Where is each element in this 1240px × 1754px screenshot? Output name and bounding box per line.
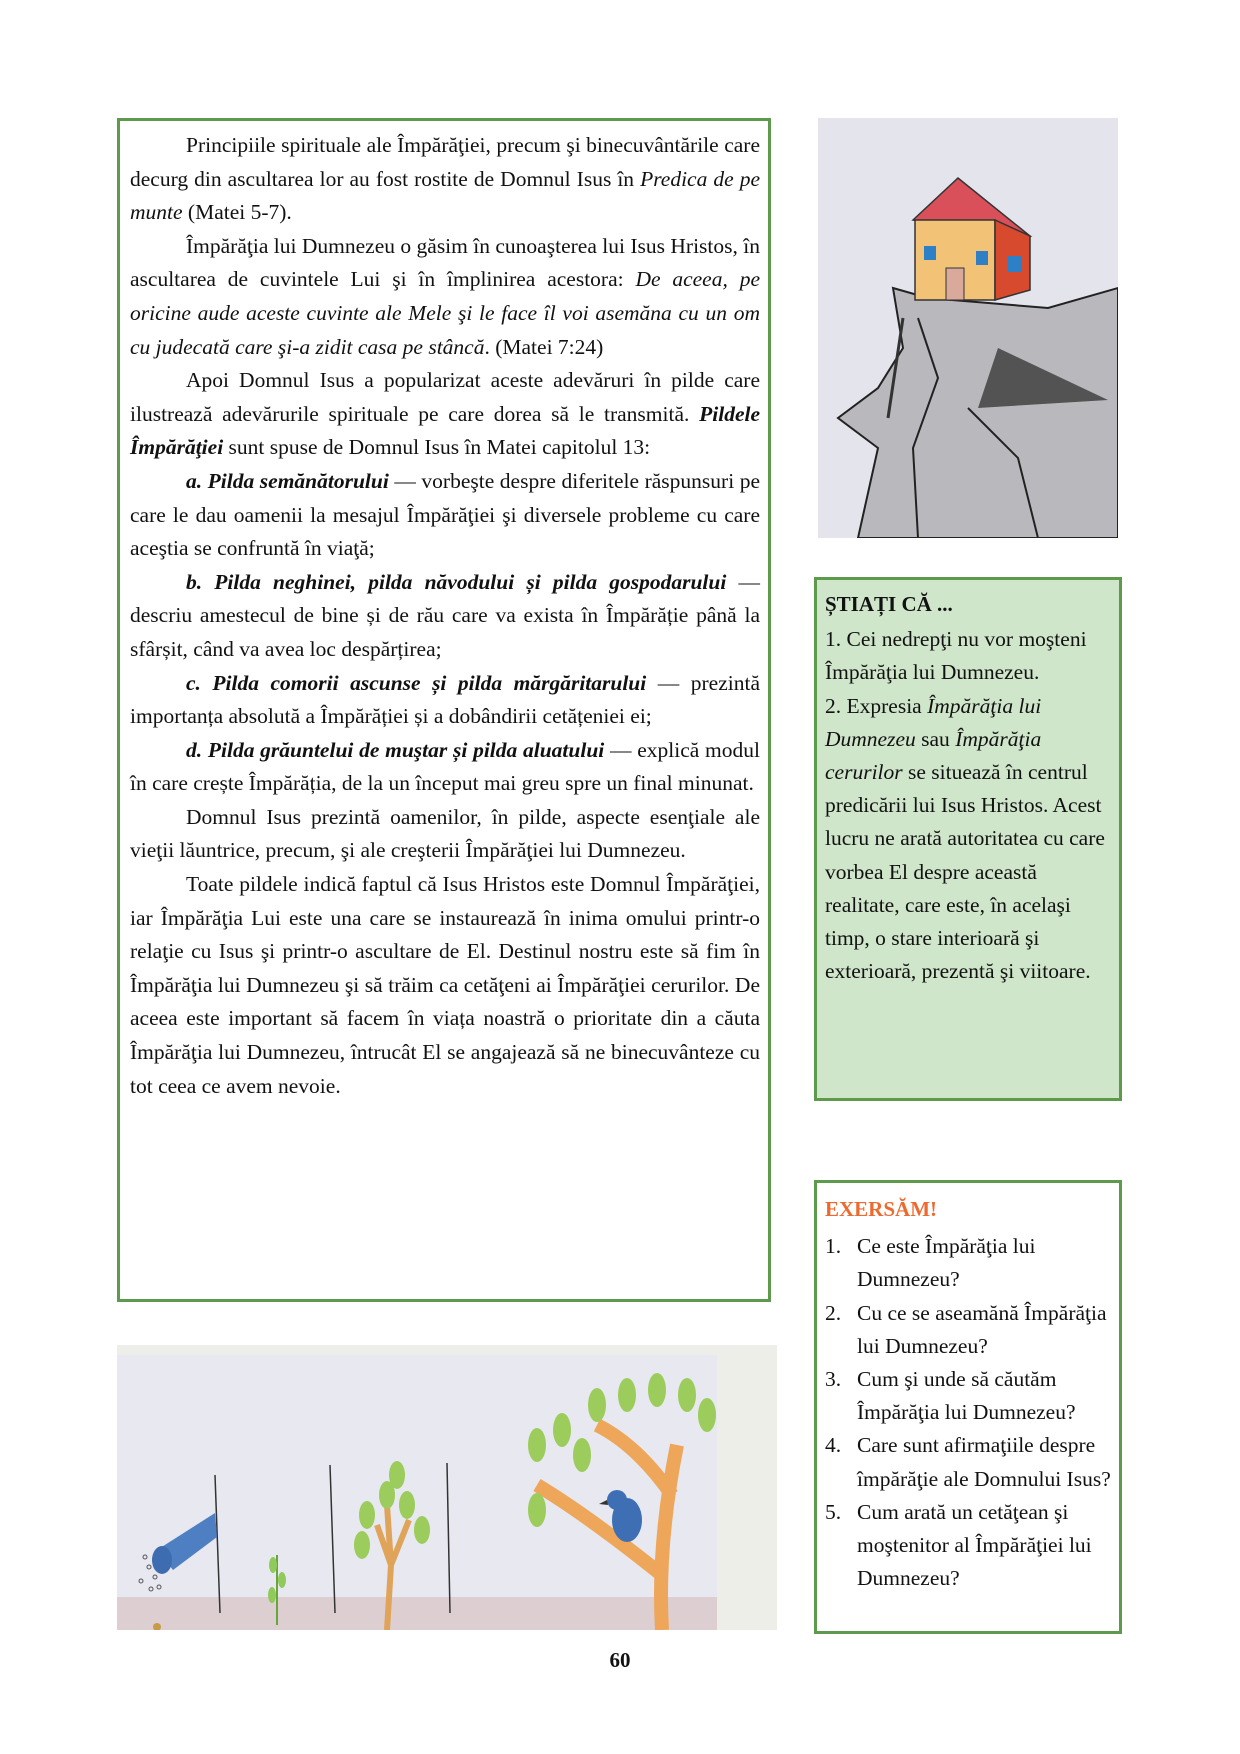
exercise-item: 3. Cum şi unde să căutăm Împărăţia lui Dumnezeu? (825, 1367, 1076, 1425)
exercise-item: 2. Cu ce se aseamănă Împărăţia lui Dumnezeu? (825, 1300, 1107, 1358)
did-you-know-item-1: 1. Cei nedrepţi nu vor moşteni Împărăţia lui Dumnezeu. (825, 627, 1087, 685)
parable-d: d. Pilda grăuntelui de muştar și pilda aluatului — explică modul în care crește Împărăția, de la un început mai greu spre un final minunat. (130, 737, 761, 796)
exercises-title: EXERSĂM! (825, 1197, 938, 1221)
page-number: 60 (609, 1648, 631, 1672)
parable-b: b. Pilda neghinei, pilda năvodului și pilda gospodarului — descriu amestecul de bine și de rău care va exista în Împărăție până la sfârșit, când va avea loc despărțirea; (130, 569, 760, 661)
growth-illustration (117, 1345, 777, 1630)
exercises-box (814, 1180, 1122, 1634)
parable-a: a. Pilda semănătorului — vorbeşte despre diferitele răspunsuri pe care le dau oamenii la mesajul Împărăţiei şi diversele probleme cu care aceştia se confruntă în viaţă; (130, 468, 761, 561)
paragraph-3: Apoi Domnul Isus a popularizat aceste adevăruri în pilde care ilustrează adevărurile spirituale pe care dorea să le transmită. Pildele Împărăţiei sunt spuse de Domnul Isus în Matei capitolul 13: (130, 368, 760, 460)
parable-c: c. Pilda comorii ascunse și pilda mărgăritarului — prezintă importanța absolută a Împărăției și a dobândirii cetățeniei ei; (130, 670, 760, 729)
did-you-know-title: ȘTIAȚI CĂ ... (825, 592, 953, 616)
paragraph-1: Principiile spirituale ale Împărăţiei, precum şi binecuvântările care decurg din ascultarea lor au fost rostite de Domnul Isus în Predica de pe munte (Matei 5-7). (130, 133, 760, 225)
exercise-item: 5. Cum arată un cetăţean şi moştenitor al Împărăţiei lui Dumnezeu? (825, 1499, 1092, 1591)
exercise-item: 4. Care sunt afirmaţiile despre împărăţie ale Domnului Isus? (825, 1433, 1111, 1491)
main-text-box (117, 118, 771, 1302)
house-on-rock-icon (818, 118, 1118, 538)
did-you-know-item-2: 2. Expresia Împărăţia lui Dumnezeu sau Împărăţia cerurilor se situează în centrul predicării lui Isus Hristos. Acest lucru ne arată autoritatea cu care vorbea El despre această realitate, care este, în acelaşi timp, o stare interioară şi exterioară, prezentă şi viitoare. (825, 693, 1105, 984)
paragraph-5: Toate pildele indică faptul că Isus Hristos este Domnul Împărăţiei, iar Împărăţia Lui este una care se instaurează în inima omului printr-o relaţie cu Isus şi printr-o ascultare de El. Destinul nostru este să fim în Împărăţia lui Dumnezeu şi să trăim ca cetăţeni ai Împărăţiei cerurilor. De aceea este important să facem în viața noastră o prioritate din a căuta Împărăţia lui Dumnezeu, întrucât El se angajează să ne binecuvânteze cu tot ceea ce avem nevoie. (130, 872, 760, 1098)
house-on-rock-illustration (818, 118, 1118, 538)
exercises-list (825, 1230, 1111, 1595)
paragraph-4: Domnul Isus prezintă oamenilor, în pilde, aspecte esenţiale ale vieţii lăuntrice, precum, şi ale creşterii Împărăţiei lui Dumnezeu. (130, 804, 760, 863)
seed-to-tree-icon (117, 1345, 777, 1630)
paragraph-2: Împărăţia lui Dumnezeu o găsim în cunoaşterea lui Isus Hristos, în ascultarea de cuvintele Lui şi în împlinirea acestora: De aceea, pe oricine aude aceste cuvinte ale Mele şi le face îl voi asemăna cu un om cu judecată care şi-a zidit casa pe stâncă. (Matei 7:24) (130, 233, 760, 359)
bible-quote: De aceea, pe oricine aude aceste cuvinte ale Mele şi le face îl voi asemăna cu un om cu judecată care şi-a zidit casa pe stâncă (130, 267, 760, 359)
did-you-know-box (814, 577, 1122, 1101)
exercise-item: 1. Ce este Împărăţia lui Dumnezeu? (825, 1234, 1036, 1292)
